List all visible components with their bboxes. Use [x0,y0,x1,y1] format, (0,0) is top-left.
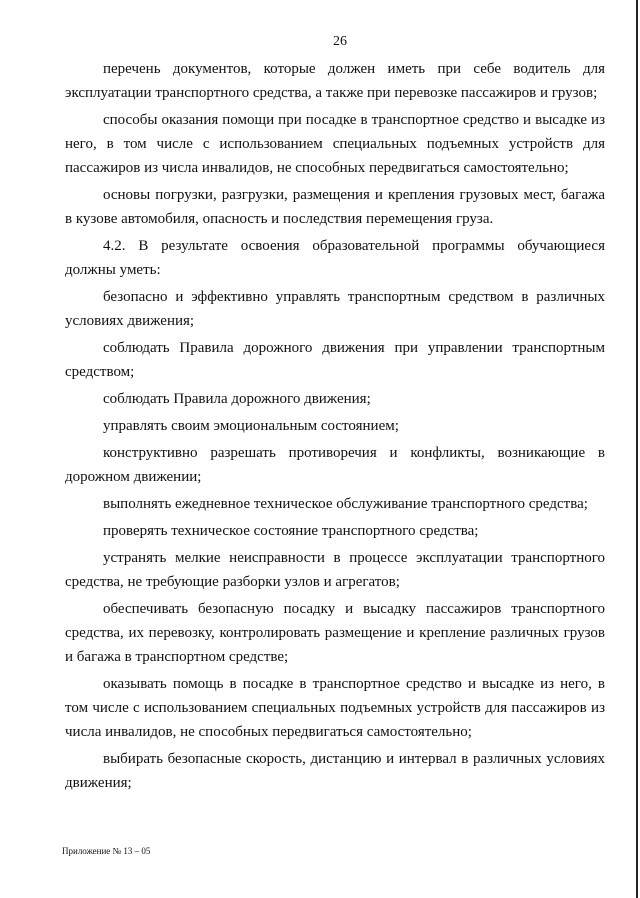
section-heading-paragraph: 4.2. В результате освоения образовательной программы обучающиеся должны уметь: [65,238,605,278]
paragraph: выбирать безопасные скорость, дистанцию и интервал в различных условиях движения; [65,751,605,791]
paragraph: управлять своим эмоциональным состоянием; [103,418,399,434]
paragraph: конструктивно разрешать противоречия и конфликты, возникающие в дорожном движении; [65,445,605,485]
paragraph: соблюдать Правила дорожного движения при управлении транспортным средством; [65,340,605,380]
page-edge-line [636,0,638,898]
document-body [65,57,605,798]
paragraph: проверять техническое состояние транспортного средства; [103,523,479,539]
paragraph: безопасно и эффективно управлять транспортным средством в различных условиях движения; [65,289,605,329]
page-number: 26 [333,34,347,49]
paragraph: выполнять ежедневное техническое обслуживание транспортного средства; [103,496,588,512]
page-footer: Приложение № 13 – 05 [62,846,151,856]
paragraph: оказывать помощь в посадке в транспортное средство и высадке из него, в том числе с использованием специальных подъемных устройств для пассажиров из числа инвалидов, не способных передвигаться самостоятельно; [65,676,605,740]
paragraph: основы погрузки, разгрузки, размещения и крепления грузовых мест, багажа в кузове автомобиля, опасность и последствия перемещения груза. [65,187,605,227]
paragraph: способы оказания помощи при посадке в транспортное средство и высадке из него, в том числе с использованием специальных подъемных устройств для пассажиров из числа инвалидов, не способных передвигаться самостоятельно; [65,112,605,176]
paragraph: обеспечивать безопасную посадку и высадку пассажиров транспортного средства, их перевозку, контролировать размещение и крепление различных грузов и багажа в транспортном средстве; [65,601,605,665]
paragraph: устранять мелкие неисправности в процессе эксплуатации транспортного средства, не требующие разборки узлов и агрегатов; [65,550,605,590]
paragraph: соблюдать Правила дорожного движения; [103,391,371,407]
paragraph: перечень документов, которые должен иметь при себе водитель для эксплуатации транспортного средства, а также при перевозке пассажиров и грузов; [65,61,605,101]
